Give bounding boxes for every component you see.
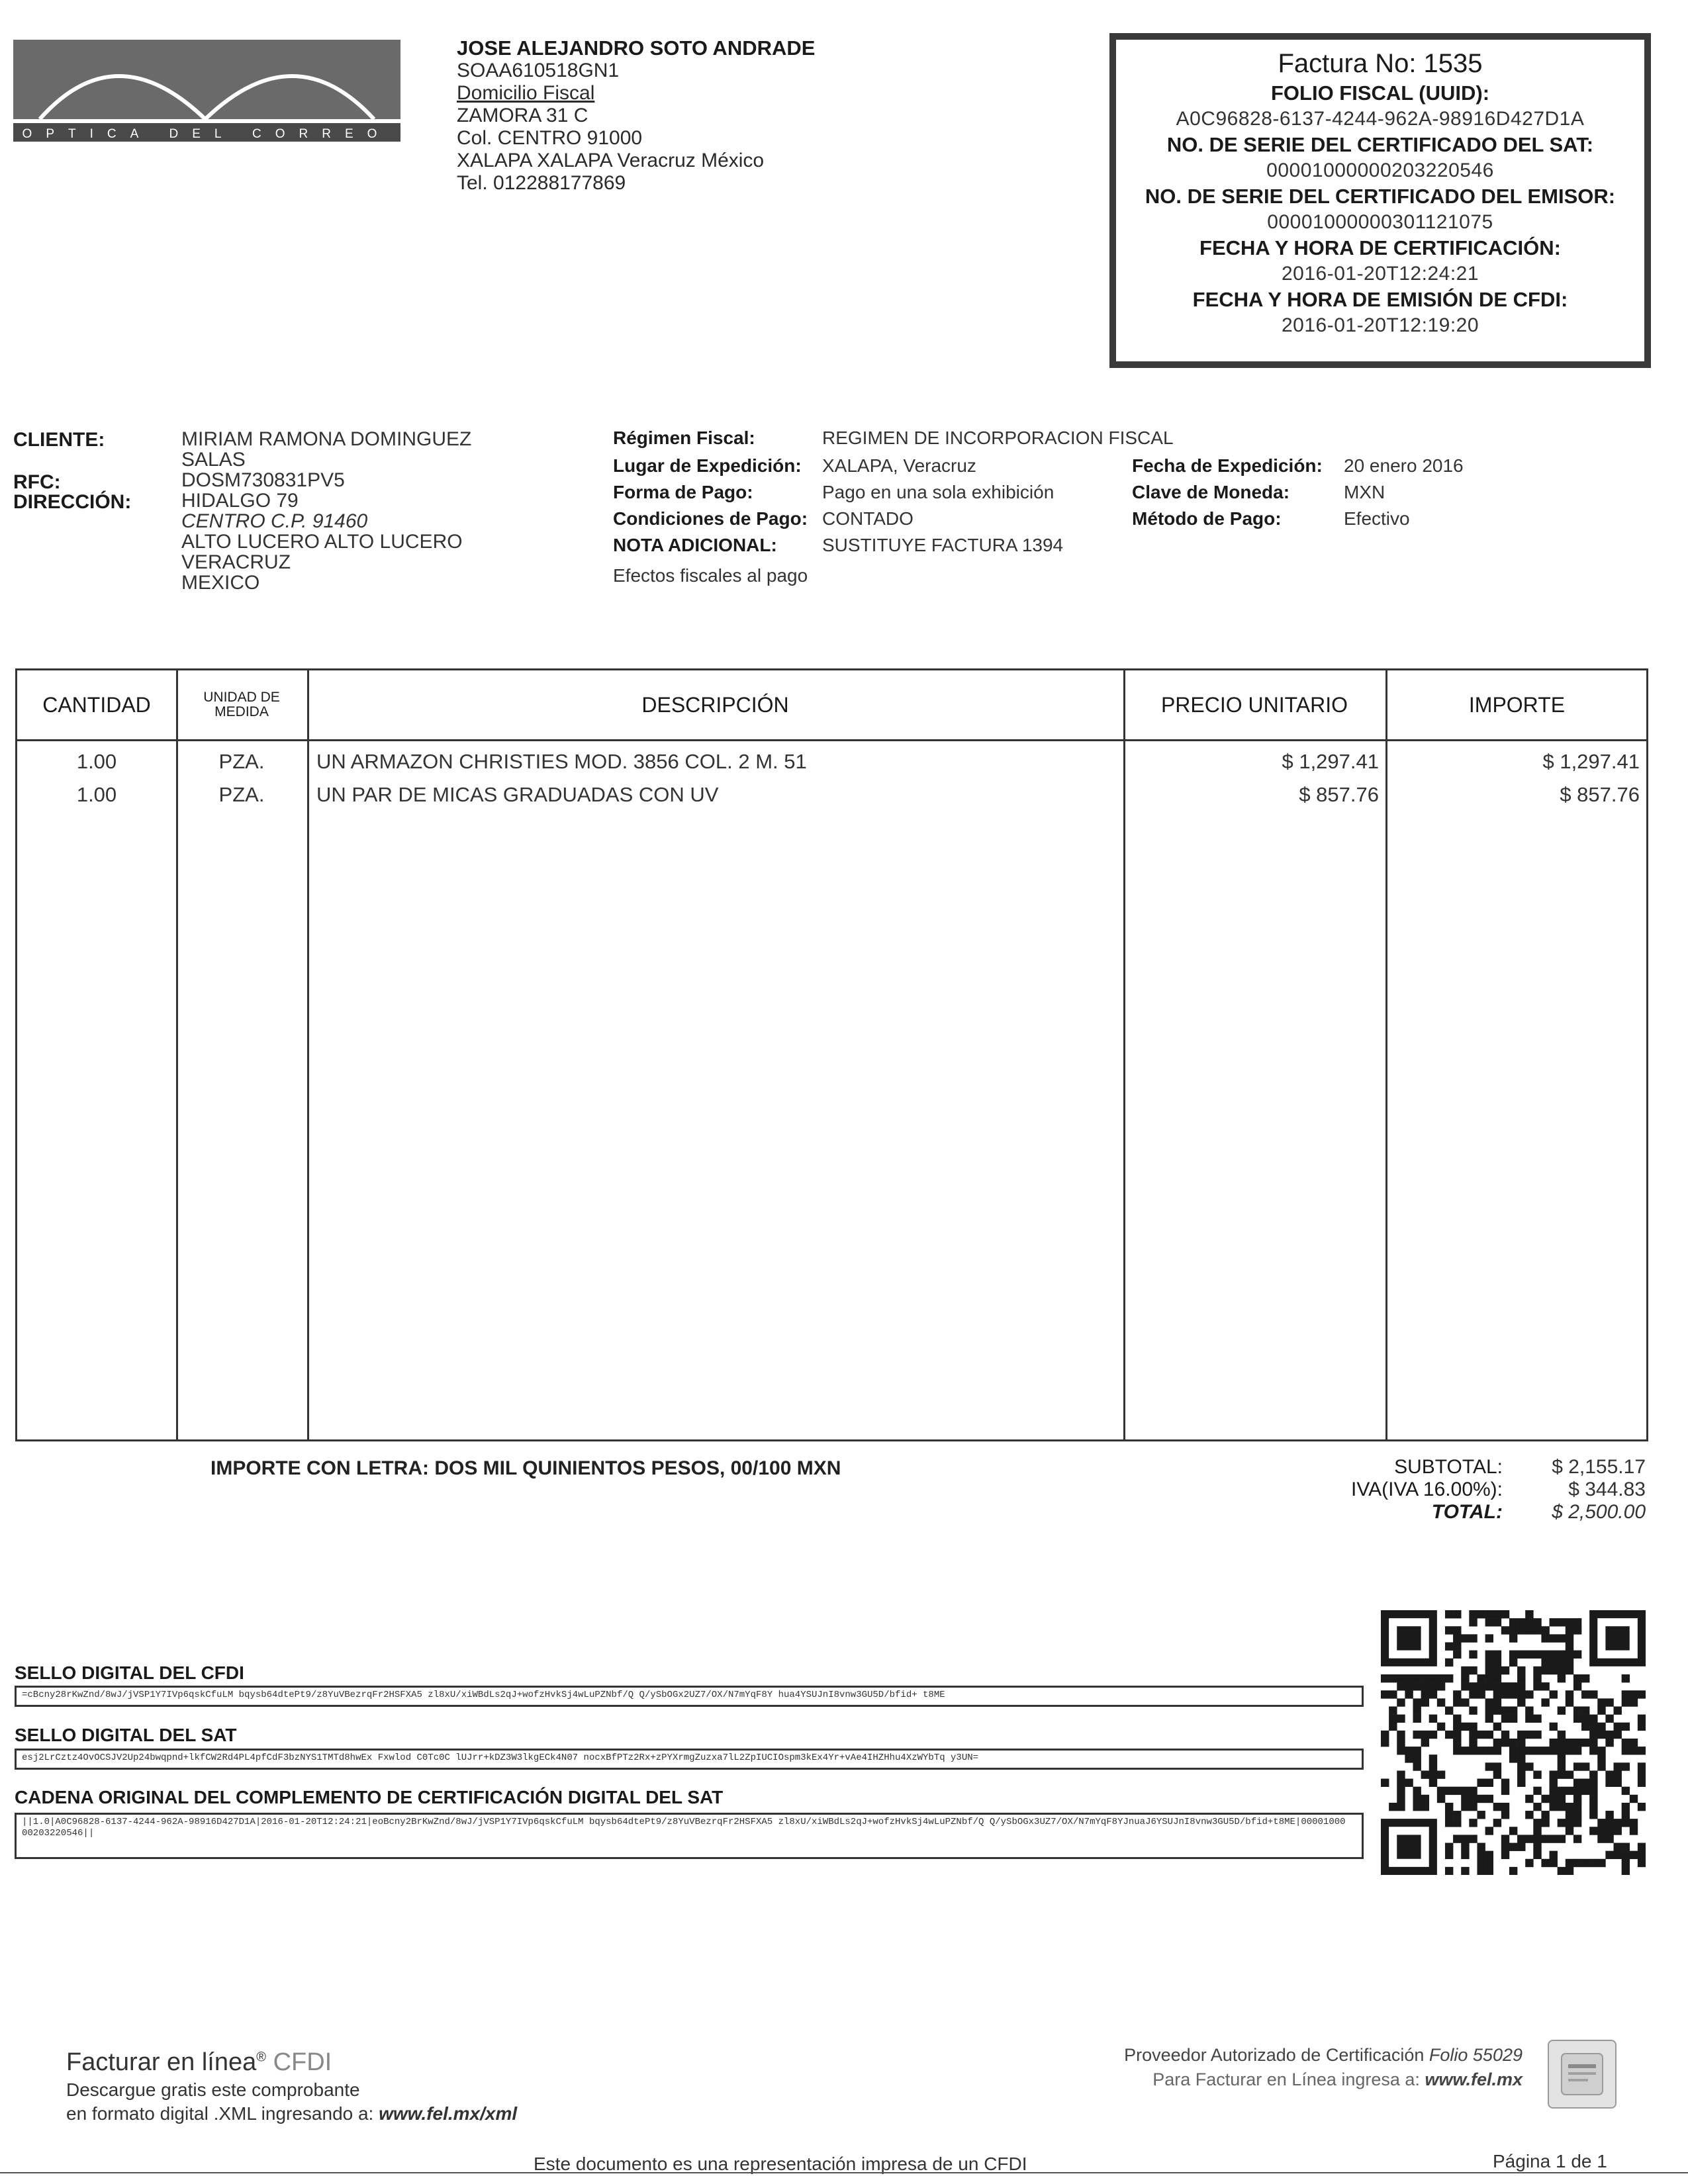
client-address-line1: HIDALGO 79 [181, 490, 299, 512]
issuer-cert-label: NO. DE SERIE DEL CERTIFICADO DEL EMISOR: [1145, 185, 1616, 208]
conditions-value: CONTADO [822, 508, 914, 529]
invoice-header-box [1109, 33, 1651, 368]
note-value: SUSTITUYE FACTURA 1394 [822, 535, 1064, 555]
row1-unit: PZA. [218, 750, 265, 773]
sat-seal-box: esj2LrCztz4OvOCSJV2Up24bwqpnd+lkfCW2Rd4PL4pfCdF3bzNYS1TMTd8hwEx Fxwlod C0Tc0C lUJrr+kDZ3W3lkgECk4N07 nocxBfPTz2Rx+zPYXrmgZuzxa7lL2ZpIUCIOspm3kEx4Yr+vAe4IHZHhu4XzWYbTq y3UN= [15, 1749, 1364, 1770]
client-address-line3: ALTO LUCERO ALTO LUCERO [181, 531, 463, 553]
emitter-city: XALAPA XALAPA Veracruz México [457, 150, 765, 171]
row2-quantity: 1.00 [76, 783, 117, 806]
chain-label: CADENA ORIGINAL DEL COMPLEMENTO DE CERTIFICACIÓN DIGITAL DEL SAT [15, 1787, 724, 1807]
row2-amount: $ 857.76 [1560, 783, 1640, 806]
subtotal-value: $ 2,155.17 [1552, 1456, 1646, 1478]
row1-amount: $ 1,297.41 [1542, 750, 1640, 773]
emission-datetime-value: 2016-01-20T12:19:20 [1281, 314, 1479, 336]
provider-line [1086, 2045, 1523, 2066]
total-label: TOTAL: [1431, 1501, 1503, 1523]
provider-folio: Folio 55029 [1429, 2045, 1523, 2065]
row2-unit-price: $ 857.76 [1299, 783, 1379, 806]
conditions-label: Condiciones de Pago: [613, 508, 808, 529]
place-value: XALAPA, Veracruz [822, 455, 976, 476]
footer-brand [66, 2048, 517, 2077]
qr-code [1381, 1610, 1646, 1875]
logo-text: OPTICA DEL CORREO [22, 127, 391, 141]
address-label: DIRECCIÓN: [13, 491, 132, 513]
fiscal-effects: Efectos fiscales al pago [613, 565, 808, 586]
fiscal-address-label: Domicilio Fiscal [457, 82, 595, 104]
client-address-line5: MEXICO [181, 572, 260, 594]
header-quantity: CANTIDAD [42, 692, 151, 717]
chain-box [15, 1813, 1364, 1859]
invoice-online-prefix: Para Facturar en Línea ingresa a: [1152, 2070, 1425, 2089]
company-logo [13, 40, 400, 146]
payment-form-label: Forma de Pago: [613, 482, 753, 502]
download-url-link[interactable]: www.fel.mx/xml [379, 2103, 518, 2124]
invoice-online-line [1086, 2070, 1523, 2090]
place-label: Lugar de Expedición: [613, 455, 802, 476]
client-address-line2: CENTRO C.P. 91460 [181, 510, 368, 532]
currency-label: Clave de Moneda: [1132, 482, 1290, 502]
total-value: $ 2,500.00 [1552, 1501, 1646, 1523]
rfc-label: RFC: [13, 471, 61, 493]
method-label: Método de Pago: [1132, 508, 1282, 529]
sat-logo-icon [1548, 2040, 1617, 2109]
invoice-number: Factura No: 1535 [1278, 49, 1483, 78]
emitter-block [457, 37, 815, 195]
footer-right [1086, 2045, 1523, 2090]
header-description: DESCRIPCIÓN [641, 692, 789, 717]
invoice-online-link[interactable]: www.fel.mx [1425, 2070, 1523, 2089]
representation-note: Este documento es una representación impresa de un CFDI [534, 2154, 1027, 2174]
emission-datetime-label: FECHA Y HORA DE EMISIÓN DE CFDI: [1192, 288, 1568, 311]
header-unit-line2: MEDIDA [214, 704, 269, 719]
download-line1: Descargue gratis este comprobante [66, 2079, 360, 2100]
row1-description: UN ARMAZON CHRISTIES MOD. 3856 COL. 2 M. 51 [316, 750, 807, 773]
header-unit-line1: UNIDAD DE [203, 690, 280, 705]
issuer-cert-value: 00001000000301121075 [1267, 211, 1493, 233]
sat-cert-value: 00001000000203220546 [1266, 159, 1494, 181]
brand-cfdi: CFDI [273, 2048, 332, 2076]
fiscal-info [613, 428, 1174, 586]
payment-form-value: Pago en una sola exhibición [822, 482, 1055, 502]
page-number: Página 1 de 1 [1493, 2151, 1607, 2171]
row1-unit-price: $ 1,297.41 [1282, 750, 1379, 773]
totals-labels [1231, 1456, 1503, 1524]
totals-values [1516, 1456, 1646, 1524]
uuid-label: FOLIO FISCAL (UUID): [1270, 81, 1490, 105]
iva-label: IVA(IVA 16.00%): [1351, 1479, 1503, 1500]
sat-seal-label: SELLO DIGITAL DEL SAT [15, 1725, 237, 1745]
emitter-name: JOSE ALEJANDRO SOTO ANDRADE [457, 36, 816, 60]
download-line2 [66, 2103, 517, 2124]
cert-datetime-value: 2016-01-20T12:24:21 [1281, 263, 1479, 285]
iva-value: $ 344.83 [1568, 1479, 1646, 1500]
row2-description: UN PAR DE MICAS GRADUADAS CON UV [316, 783, 719, 806]
client-address-line4: VERACRUZ [181, 551, 291, 573]
bottom-divider [0, 2172, 1688, 2173]
client-label: CLIENTE: [13, 429, 105, 451]
brand-name: Facturar en línea [66, 2048, 257, 2076]
emitter-phone: Tel. 012288177869 [457, 172, 626, 194]
cfdi-seal-label: SELLO DIGITAL DEL CFDI [15, 1662, 244, 1683]
emitter-colonia: Col. CENTRO 91000 [457, 127, 643, 149]
client-block [181, 429, 471, 593]
row2-unit: PZA. [218, 783, 265, 806]
header-unit-price: PRECIO UNITARIO [1160, 692, 1348, 717]
cfdi-seal-box: =cBcny28rKwZnd/8wJ/jVSP1Y7IVp6qskCfuLM bqysb64dtePt9/z8YuVBezrqFr2HSFXA5 zl8xU/xiWBdLs2qJ+wofzHvkSj4wLuPZNbf/Q Q/ySbOGx2UZ7/OX/N7mYqF8Y hua4YSUJnI8vnw3GU5D/bfid+ t8ME [15, 1686, 1364, 1707]
client-rfc: DOSM730831PV5 [181, 469, 345, 491]
regime-label: Régimen Fiscal: [613, 428, 755, 448]
items-table [15, 668, 1648, 1441]
download-line2-prefix: en formato digital .XML ingresando a: [66, 2103, 379, 2124]
emitter-street: ZAMORA 31 C [457, 105, 588, 126]
chain-line1: ||1.0|A0C96828-6137-4244-962A-98916D427D1A|2016-01-20T12:24:21|eoBcny2BrKwZnd/8wJ/jVSP1Y7IVp6qskCfuLM bqysb64dtePt9/z8YuVBezrqFr2HSFXA5 zl8xU/xiWBdLs2qJ+wofzHvkSj4wLuPZNbf/Q Q/ySbOGx3UZ7/OX/N7mYqF8YJnuaJ6YSUJnI8vnw3GU5D/bfid+t8ME|00001000 [22, 1817, 1346, 1827]
header-amount: IMPORTE [1468, 692, 1566, 717]
provider-prefix: Proveedor Autorizado de Certificación [1124, 2045, 1429, 2065]
chain-line2: 00203220546|| [22, 1828, 95, 1839]
subtotal-label: SUBTOTAL: [1394, 1456, 1503, 1478]
header-unit [176, 670, 307, 739]
date-label: Fecha de Expedición: [1132, 455, 1323, 476]
footer-left [66, 2048, 517, 2124]
brand-registered: ® [256, 2050, 267, 2065]
note-label: NOTA ADICIONAL: [613, 535, 777, 555]
uuid-value: A0C96828-6137-4244-962A-98916D427D1A [1176, 108, 1585, 130]
currency-value: MXN [1344, 482, 1385, 502]
emitter-rfc: SOAA610518GN1 [457, 60, 620, 81]
client-name-line1: MIRIAM RAMONA DOMINGUEZ [181, 428, 472, 450]
method-value: Efectivo [1344, 508, 1410, 529]
row1-quantity: 1.00 [76, 750, 117, 773]
cert-datetime-label: FECHA Y HORA DE CERTIFICACIÓN: [1199, 236, 1561, 259]
amount-in-words: IMPORTE CON LETRA: DOS MIL QUINIENTOS PESOS, 00/100 MXN [211, 1457, 841, 1479]
client-name-line2: SALAS [181, 449, 246, 471]
regime-value: REGIMEN DE INCORPORACION FISCAL [822, 428, 1174, 448]
date-value: 20 enero 2016 [1344, 455, 1464, 476]
sat-cert-label: NO. DE SERIE DEL CERTIFICADO DEL SAT: [1166, 133, 1594, 156]
